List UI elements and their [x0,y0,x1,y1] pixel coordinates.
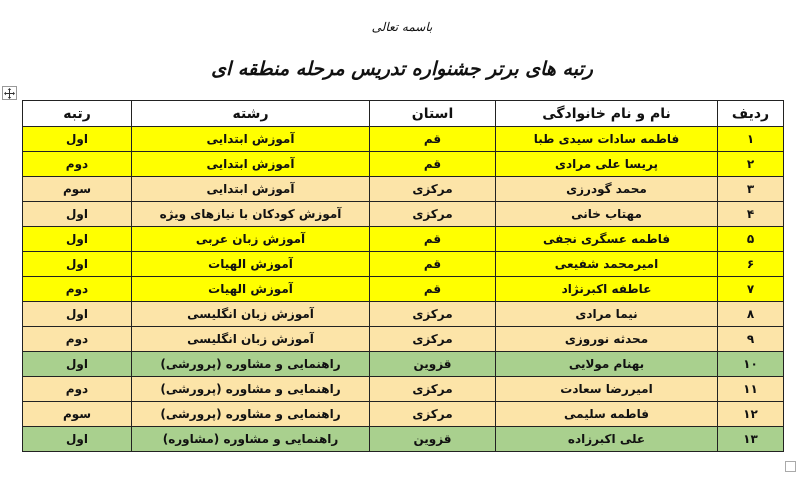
cell-field: آموزش ابتدایی [132,127,370,152]
cell-province: مرکزی [370,202,496,227]
table-row [23,202,784,227]
header-row-no: ردیف [718,101,784,127]
cell-rank: سوم [23,177,132,202]
cell-rank: اول [23,127,132,152]
cell-province: قم [370,277,496,302]
cell-rank: اول [23,427,132,452]
cell-field: آموزش زبان عربی [132,227,370,252]
cell-province: مرکزی [370,327,496,352]
cell-row-no: ۱ [718,127,784,152]
cell-name: فاطمه سادات سیدی طبا [496,127,718,152]
cell-name: فاطمه سلیمی [496,402,718,427]
cell-field: آموزش کودکان با نیازهای ویژه [132,202,370,227]
cell-rank: اول [23,302,132,327]
cell-field: راهنمایی و مشاوره (پرورشی) [132,402,370,427]
table-row [23,377,784,402]
cell-rank: اول [23,202,132,227]
table-row [23,152,784,177]
table-move-handle[interactable] [2,86,17,100]
cell-row-no: ۱۳ [718,427,784,452]
cell-rank: اول [23,352,132,377]
cell-row-no: ۱۲ [718,402,784,427]
cell-field: آموزش زبان انگلیسی [132,302,370,327]
cell-row-no: ۶ [718,252,784,277]
table-row [23,252,784,277]
cell-name: نیما مرادی [496,302,718,327]
table-header-row [23,101,784,127]
cell-province: مرکزی [370,302,496,327]
bismillah-heading: باسمه تعالی [371,20,433,34]
header-name: نام و نام خانوادگی [496,101,718,127]
move-cross-icon [4,88,15,99]
cell-field: آموزش الهیات [132,252,370,277]
cell-rank: سوم [23,402,132,427]
cell-rank: اول [23,252,132,277]
cell-field: آموزش ابتدایی [132,152,370,177]
cell-name: عاطفه اکبرنژاد [496,277,718,302]
cell-province: قم [370,127,496,152]
cell-province: قم [370,152,496,177]
document-title: رتبه های برتر جشنواره تدریس مرحله منطقه ای [211,58,593,80]
cell-row-no: ۹ [718,327,784,352]
cell-name: پریسا علی مرادی [496,152,718,177]
header-field: رشته [132,101,370,127]
table-row [23,302,784,327]
cell-row-no: ۱۰ [718,352,784,377]
cell-name: مهتاب خانی [496,202,718,227]
cell-name: امیرمحمد شفیعی [496,252,718,277]
header-rank: رتبه [23,101,132,127]
cell-field: راهنمایی و مشاوره (مشاوره) [132,427,370,452]
cell-province: قم [370,252,496,277]
ranks-table [22,100,784,452]
cell-row-no: ۴ [718,202,784,227]
cell-row-no: ۷ [718,277,784,302]
cell-name: فاطمه عسگری نجفی [496,227,718,252]
cell-name: علی اکبرزاده [496,427,718,452]
table-row [23,352,784,377]
cell-province: مرکزی [370,402,496,427]
cell-province: قزوین [370,352,496,377]
cell-rank: دوم [23,377,132,402]
header-province: استان [370,101,496,127]
cell-row-no: ۸ [718,302,784,327]
table-resize-handle[interactable] [785,461,796,472]
cell-province: مرکزی [370,377,496,402]
table-row [23,402,784,427]
cell-row-no: ۵ [718,227,784,252]
cell-rank: اول [23,227,132,252]
cell-rank: دوم [23,152,132,177]
table-row [23,227,784,252]
cell-rank: دوم [23,327,132,352]
cell-field: راهنمایی و مشاوره (پرورشی) [132,352,370,377]
cell-province: مرکزی [370,177,496,202]
table-row [23,177,784,202]
cell-name: محمد گودرزی [496,177,718,202]
cell-rank: دوم [23,277,132,302]
table-row [23,327,784,352]
table-row [23,277,784,302]
cell-field: آموزش زبان انگلیسی [132,327,370,352]
cell-name: امیررضا سعادت [496,377,718,402]
cell-field: راهنمایی و مشاوره (پرورشی) [132,377,370,402]
cell-name: محدثه نوروزی [496,327,718,352]
cell-row-no: ۱۱ [718,377,784,402]
table-row [23,427,784,452]
cell-field: آموزش ابتدایی [132,177,370,202]
cell-province: قزوین [370,427,496,452]
cell-name: بهنام مولایی [496,352,718,377]
table-row [23,127,784,152]
cell-field: آموزش الهیات [132,277,370,302]
cell-province: قم [370,227,496,252]
cell-row-no: ۲ [718,152,784,177]
cell-row-no: ۳ [718,177,784,202]
